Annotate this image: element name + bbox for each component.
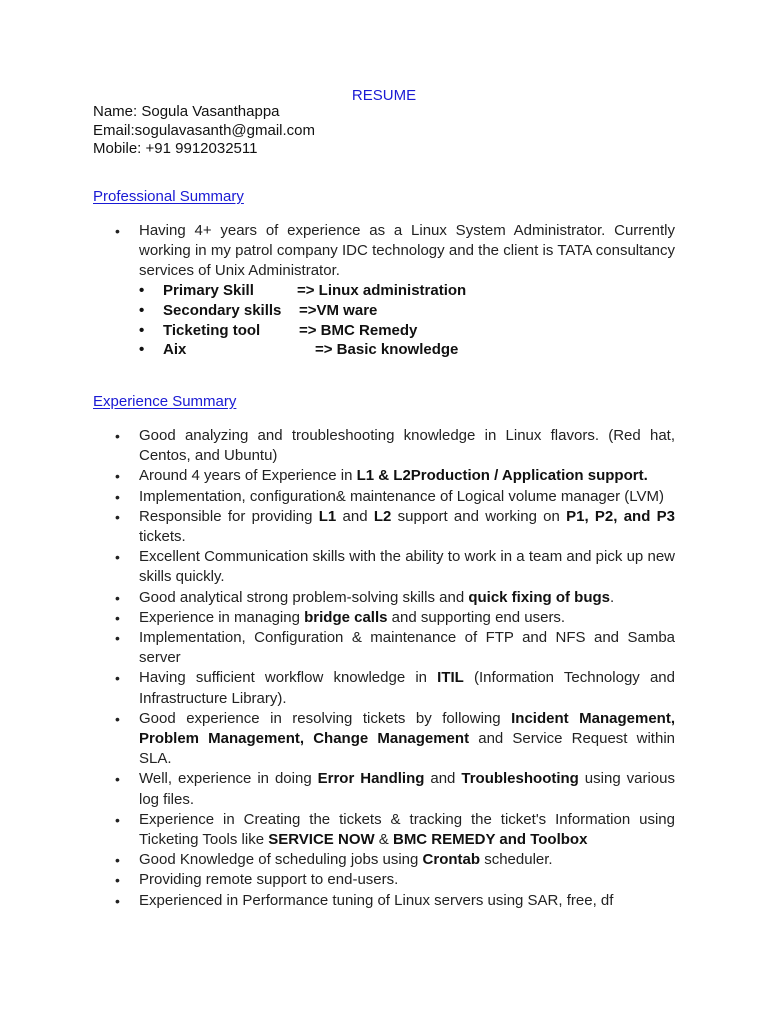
item-text: scheduler. <box>480 851 553 869</box>
item-emphasis: ITIL <box>437 669 464 687</box>
item-text: and Service Request within SLA. <box>139 730 675 768</box>
bullet-icon: • <box>115 852 120 869</box>
skill-item <box>139 321 659 341</box>
professional-summary-heading: Professional Summary <box>93 188 244 205</box>
item-emphasis: Incident Management, Problem Management, Change Management <box>139 709 675 748</box>
item-emphasis: bridge calls <box>304 608 388 626</box>
list-item <box>93 810 675 850</box>
item-text: Excellent Communication skills with the ability to work in a team and pick up new skills quickly. <box>139 548 675 586</box>
bullet-icon: • <box>139 321 145 339</box>
bullet-icon: • <box>115 811 120 828</box>
list-item <box>93 850 675 870</box>
item-text: Around 4 years of Experience in <box>139 467 357 485</box>
resume-title: RESUME <box>351 87 417 104</box>
item-text: and supporting end users. <box>387 608 566 626</box>
list-item <box>93 668 675 708</box>
bullet-icon: • <box>115 609 120 626</box>
candidate-name: Name: Sogula Vasanthappa <box>93 103 280 120</box>
item-text: tickets. <box>139 528 186 546</box>
experience-summary-heading: Experience Summary <box>93 393 237 410</box>
item-text: Having sufficient workflow knowledge in <box>139 669 438 687</box>
item-text: Providing remote support to end-users. <box>139 871 399 889</box>
skill-label: Secondary skills <box>163 301 282 319</box>
item-text: Good Knowledge of scheduling jobs using <box>139 851 423 869</box>
list-item <box>93 628 675 668</box>
skill-item <box>139 340 659 360</box>
list-item <box>93 507 675 547</box>
list-item <box>93 709 675 770</box>
skill-value: => Basic knowledge <box>315 341 459 359</box>
list-item <box>93 769 675 809</box>
list-item <box>93 487 675 507</box>
professional-summary-intro: Having 4+ years of experience as a Linux System Administrator. Currently working in my patrol company IDC technology and the client is TATA consultancy services of Unix Administrator. <box>139 222 675 280</box>
item-emphasis: BMC REMEDY and Toolbox <box>392 831 588 849</box>
bullet-icon: • <box>139 282 145 299</box>
item-text: and <box>424 770 462 788</box>
skill-value: => Linux administration <box>297 282 467 299</box>
contact-block <box>93 103 315 159</box>
bullet-icon: • <box>139 301 145 319</box>
list-item <box>93 426 675 466</box>
list-item <box>93 221 675 282</box>
item-text: Good analyzing and troubleshooting knowledge in Linux flavors. (Red hat, Centos, and Ubuntu) <box>139 427 675 465</box>
item-text: Experienced in Performance tuning of Linux servers using SAR, free, df <box>139 891 614 909</box>
bullet-icon: • <box>115 468 120 485</box>
item-emphasis: P1, P2, and P3 <box>566 507 675 525</box>
item-text: using various log files. <box>139 770 675 808</box>
item-text: Experience in managing <box>139 608 305 626</box>
bullet-icon: • <box>115 872 120 889</box>
item-text: Implementation, configuration& maintenance of Logical volume manager (LVM) <box>139 487 664 505</box>
bullet-icon: • <box>115 488 120 505</box>
skill-item <box>139 301 659 321</box>
skill-label: Primary Skill <box>163 282 254 299</box>
experience-summary-list <box>93 426 675 911</box>
bullet-icon: • <box>139 341 145 359</box>
bullet-icon: • <box>115 710 120 727</box>
bullet-icon: • <box>115 223 120 239</box>
item-text: Good experience in resolving tickets by following <box>139 709 512 727</box>
list-item <box>93 870 675 890</box>
skill-value: =>VM ware <box>299 301 378 319</box>
item-emphasis: L1 & L2Production / Application support. <box>356 467 648 485</box>
candidate-email: Email:sogulavasanth@gmail.com <box>93 121 315 139</box>
item-text: (Information Technology and Infrastructure Library). <box>139 669 675 707</box>
item-emphasis: Error Handling <box>317 770 425 788</box>
bullet-icon: • <box>115 549 120 566</box>
bullet-icon: • <box>115 589 120 606</box>
item-text: Good analytical strong problem-solving skills and <box>139 588 469 606</box>
item-text: Responsible for providing <box>139 507 319 525</box>
bullet-icon: • <box>115 630 120 647</box>
professional-summary-list <box>93 221 675 282</box>
item-emphasis: Troubleshooting <box>461 770 579 788</box>
list-item <box>93 608 675 628</box>
item-emphasis: Crontab <box>422 851 481 869</box>
bullet-icon: • <box>115 670 120 687</box>
item-text: & <box>374 831 393 849</box>
item-text: . <box>610 588 615 606</box>
bullet-icon: • <box>115 892 120 909</box>
skills-list <box>139 281 659 360</box>
item-emphasis: L1 <box>318 507 337 525</box>
bullet-icon: • <box>115 428 120 444</box>
bullet-icon: • <box>115 508 120 525</box>
item-text: Experience in Creating the tickets & tracking the ticket's Information using Ticketing Tools like <box>139 810 675 849</box>
item-text: and <box>336 507 374 525</box>
skill-value: => BMC Remedy <box>299 321 418 339</box>
skill-item <box>139 281 659 301</box>
list-item <box>93 891 675 911</box>
item-text: Well, experience in doing <box>139 770 318 788</box>
item-emphasis: SERVICE NOW <box>268 831 375 849</box>
skill-label: Ticketing tool <box>163 321 261 339</box>
list-item <box>93 547 675 587</box>
list-item <box>93 588 675 608</box>
bullet-icon: • <box>115 771 120 788</box>
item-emphasis: L2 <box>373 507 392 525</box>
item-text: support and working on <box>391 507 567 525</box>
item-emphasis: quick fixing of bugs <box>468 588 610 606</box>
item-text: Implementation, Configuration & maintenance of FTP and NFS and Samba server <box>139 629 675 667</box>
skill-label: Aix <box>163 341 187 359</box>
list-item <box>93 466 675 486</box>
candidate-mobile: Mobile: +91 9912032511 <box>93 140 258 157</box>
